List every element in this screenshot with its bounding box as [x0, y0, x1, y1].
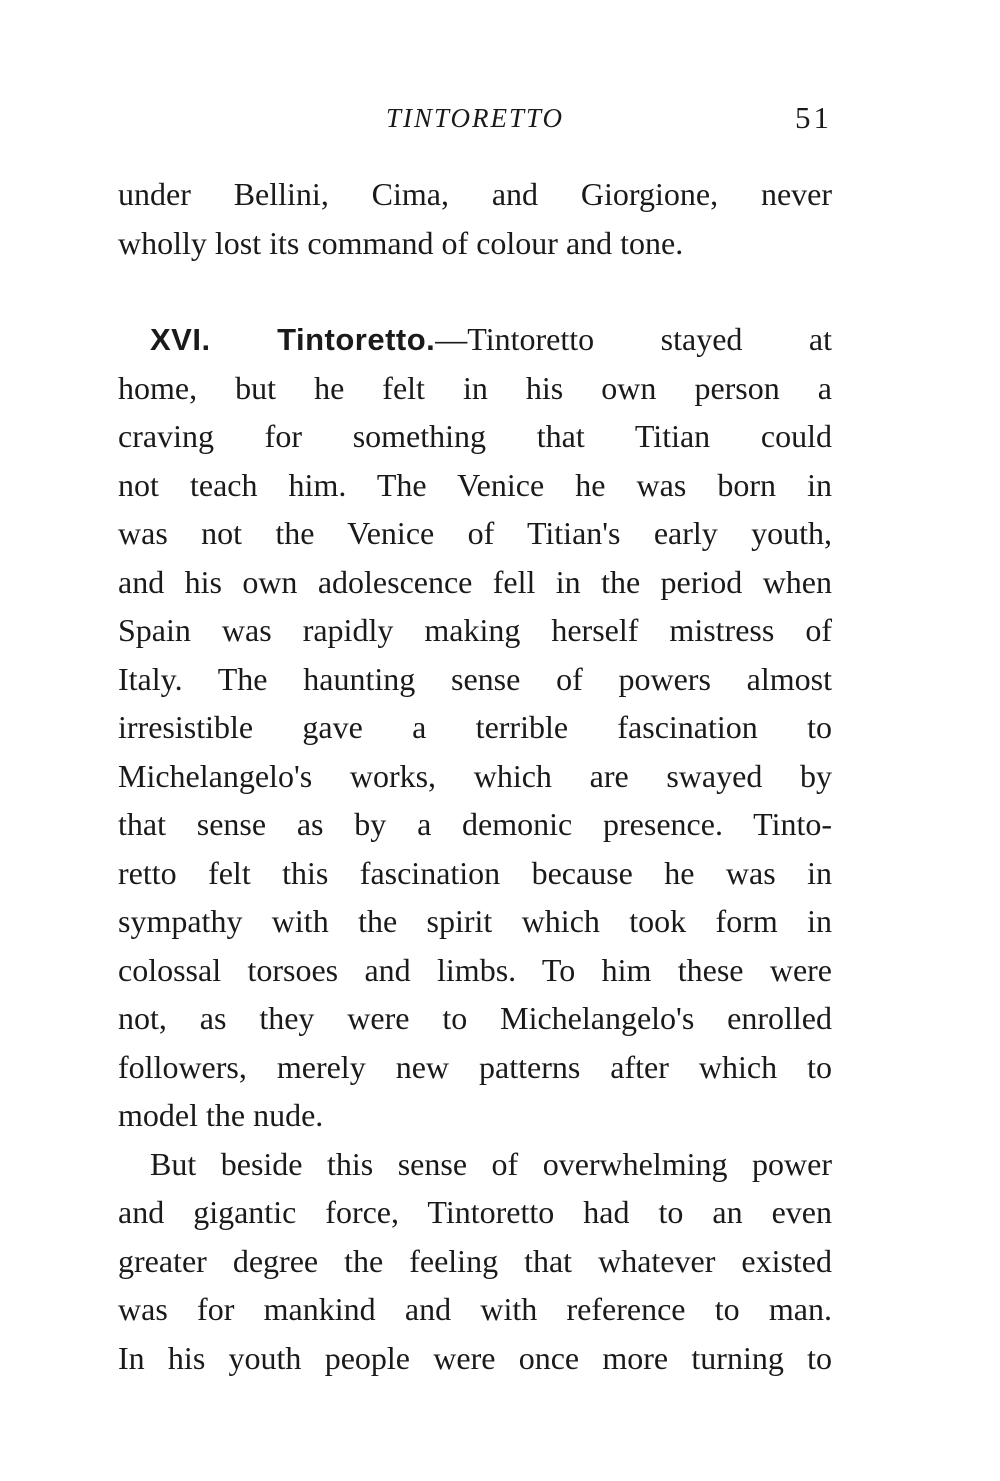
- text-line: was for mankind and with reference to man.: [118, 1291, 832, 1327]
- text-line: In his youth people were once more turning to: [118, 1339, 832, 1376]
- text-line: not teach him. The Venice he was born in: [118, 466, 832, 503]
- text-line: Spain was rapidly making herself mistress of: [118, 612, 832, 648]
- text-line: home, but he felt in his own person a: [118, 369, 832, 406]
- running-title: TINTORETTO: [385, 103, 565, 133]
- text-line: Michelangelo's works, which are swayed by: [118, 757, 832, 794]
- text-line: not, as they were to Michelangelo's enrolled: [118, 1000, 832, 1036]
- text-line: that sense as by a demonic presence. Tinto-: [118, 806, 832, 842]
- text-line: retto felt this fascination because he was in: [118, 854, 832, 891]
- text-line: was not the Venice of Titian's early youth,: [118, 515, 832, 551]
- section-heading-line: [118, 315, 832, 364]
- running-head: [118, 98, 832, 138]
- text-line: wholly lost its command of colour and tone.: [118, 224, 684, 261]
- text-line: sympathy with the spirit which took form in: [118, 903, 832, 939]
- section-numeral: XVI.: [150, 322, 211, 357]
- text-line: colossal torsoes and limbs. To him these were: [118, 951, 832, 988]
- paragraph-gap: [118, 267, 832, 315]
- text-line: and gigantic force, Tintoretto had to an even: [118, 1194, 832, 1230]
- text-line: under Bellini, Cima, and Giorgione, never: [118, 176, 832, 212]
- section-first-line-text: Tintoretto stayed at: [467, 321, 833, 357]
- body-text: [118, 170, 832, 1382]
- text-line: Italy. The haunting sense of powers almost: [118, 660, 832, 697]
- text-line: greater degree the feeling that whatever existed: [118, 1242, 832, 1279]
- text-line: But beside this sense of overwhelming power: [150, 1145, 832, 1182]
- text-line: irresistible gave a terrible fascination to: [118, 709, 832, 745]
- text-line: model the nude.: [118, 1097, 324, 1133]
- em-dash: —: [435, 321, 468, 357]
- text-line: and his own adolescence fell in the period when: [118, 563, 832, 600]
- page-number: 51: [795, 100, 832, 135]
- section-title: Tintoretto.: [277, 322, 436, 357]
- text-line: craving for something that Titian could: [118, 418, 832, 454]
- text-line: followers, merely new patterns after which to: [118, 1048, 832, 1085]
